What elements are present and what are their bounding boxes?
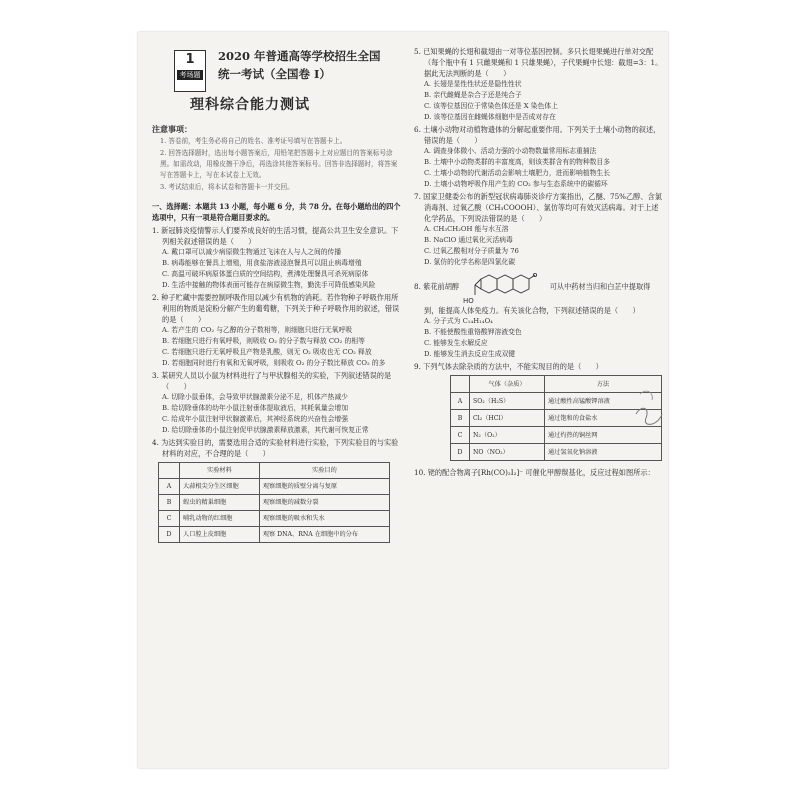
section-heading: 一、选择题：本题共 13 小题，每小题 6 分，共 78 分。在每小题给出的四个选项中，只有一项是符合题目要求的。 <box>152 202 401 222</box>
option-a: A. 若产生的 CO₂ 与乙醇的分子数相等，则细胞只进行无氧呼吸 <box>162 326 353 334</box>
table-cell: A <box>159 479 180 495</box>
option-c: C. 该等位基因位于常染色体还是 X 染色体上 <box>424 102 558 110</box>
option-c: C. 若细胞只进行无氧呼吸且产物是乳酸，则无 O₂ 吸收也无 CO₂ 释放 <box>162 348 372 356</box>
table-row <box>451 393 662 410</box>
option-a: A. 分子式为 C₁₄H₁₄O₄ <box>424 317 493 325</box>
table-header: 实验目的 <box>259 463 389 479</box>
question-stem: 7. 国家卫健委公布的新型冠状病毒肺炎诊疗方案指出，乙醚、75%乙醇、含氯消毒剂、过氧乙酸（CH₃COOOH）、氯仿等均可有效灭活病毒。对于上述化学药品，下列说法错误的是（ ） <box>414 192 662 223</box>
table-cell: 人口腔上皮细胞 <box>180 527 260 543</box>
option-d: D. 氯仿的化学名称是四氯化碳 <box>424 258 516 266</box>
option-a: A. CH₃CH₂OH 能与水互溶 <box>424 225 509 233</box>
option-a: A. 长翅是显性性状还是隐性性状 <box>424 80 522 88</box>
table-cell: SO₂（H₂S） <box>470 393 545 410</box>
question-2 <box>152 292 402 369</box>
option-a: A. 调查身体微小、活动力强的小动物数量常用标志重捕法 <box>424 147 597 155</box>
notice-heading: 注意事项： <box>152 124 192 134</box>
option-b: B. 病毒能够在餐具上增殖，用食盐溶液浸泡餐具可以阻止病毒增殖 <box>162 259 362 267</box>
table-cell: 观察细胞的减数分裂 <box>259 495 389 511</box>
option-a: A. 切除小鼠垂体，会导致甲状腺激素分泌不足，机体产热减少 <box>162 393 348 401</box>
table-header-row <box>451 376 662 393</box>
table-header <box>451 376 470 393</box>
question-stem: 6. 土壤小动物对动植物遗体的分解起重要作用。下列关于土壤小动物的叙述，错误的是（ ） <box>414 125 661 145</box>
molecule-ho-label: HO <box>463 297 475 305</box>
right-column <box>414 32 668 768</box>
table-cell: 大蒜根尖分生区细胞 <box>180 479 260 495</box>
table-cell: NO（NO₂） <box>470 444 545 461</box>
question-7 <box>414 191 664 268</box>
table-cell: 蝗虫的精巢细胞 <box>180 495 260 511</box>
option-d: D. 生活中接触的物体表面可能存在病原微生物，勤洗手可降低感染风险 <box>162 281 376 289</box>
exam-title-line2: 统一考试（全国卷 I） <box>218 67 331 81</box>
notice-item: 1. 答卷前，考生务必将自己的姓名、准考证号填写在答题卡上。 <box>160 137 347 145</box>
option-c: C. 能够发生水解反应 <box>424 339 488 347</box>
question-4 <box>152 437 402 543</box>
option-b: B. 不能使酸性重铬酸钾溶液变色 <box>424 328 522 336</box>
subject-title: 理科综合能力测试 <box>190 97 310 113</box>
option-b: B. NaClO 通过氧化灭活病毒 <box>424 236 513 244</box>
option-b: B. 若细胞只进行有氧呼吸，则吸收 O₂ 的分子数与释放 CO₂ 的相等 <box>162 337 365 345</box>
table-header <box>159 463 180 479</box>
table-cell: 观察细胞的质壁分离与复原 <box>259 479 389 495</box>
option-b: B. 亲代雌蝇是杂合子还是纯合子 <box>424 91 522 99</box>
table-cell: C <box>159 511 180 527</box>
exam-sheet <box>138 32 668 768</box>
table-cell: D <box>159 527 180 543</box>
question-stem: 5. 已知果蝇的长翅和截翅由一对等位基因控制。多只长翅果蝇进行单对交配（每个瓶中有 1 只雌果蝇和 1 只雄果蝇），子代果蝇中长翅：截翅=3：1。据此无法判断的是（ ） <box>414 47 663 78</box>
table-header: 实验材料 <box>180 463 260 479</box>
table-cell: 通过灼热的铜丝网 <box>544 427 661 444</box>
question-3 <box>152 370 402 436</box>
badge-label: 考场题 <box>177 70 203 80</box>
stem-text-after: 可从中药材当归和白芷中提取得到，能提高人体免疫力。有关该化合物，下列叙述错误的是（ ） <box>424 282 651 315</box>
table-cell: N₂（O₂） <box>470 427 545 444</box>
table-header: 气体（杂质） <box>470 376 545 393</box>
table-cell: 观察 DNA、RNA 在细胞中的分布 <box>259 527 389 543</box>
table-cell: Cl₂（HCl） <box>470 410 545 427</box>
gas-purification-table <box>450 375 662 461</box>
table-cell: B <box>451 410 470 427</box>
table-cell: 通过饱和的食盐水 <box>544 410 661 427</box>
table-cell: C <box>451 427 470 444</box>
right-question-flow <box>414 46 664 479</box>
question-stem: 9. 下列气体去除杂质的方法中，不能实现目的的是（ ） <box>414 362 603 371</box>
option-b: B. 土壤中小动物类群的丰富度高，则该类群含有的物种数目多 <box>424 158 611 166</box>
question-10 <box>414 467 664 478</box>
question-9 <box>414 361 664 461</box>
notice-list <box>152 136 400 194</box>
option-d: D. 土壤小动物呼吸作用产生的 CO₂ 参与生态系统中的碳循环 <box>424 180 608 188</box>
molecule-structure-icon <box>461 269 547 305</box>
table-row <box>159 527 390 543</box>
option-c: C. 高温可破坏病原体蛋白质的空间结构，煮沸处理餐具可杀死病原体 <box>162 270 369 278</box>
stem-text-before: 8. 紫花前胡醇 <box>414 282 460 291</box>
question-stem: 10. 铑的配合物离子[Rh(CO)₂I₂]⁻ 可催化甲醇羰基化，反应过程如图所示： <box>414 468 655 477</box>
left-column <box>138 32 406 768</box>
question-6 <box>414 124 664 190</box>
table-row <box>451 444 662 461</box>
left-question-flow <box>152 225 402 544</box>
question-1 <box>152 225 402 291</box>
option-d: D. 给切除垂体的小鼠注射促甲状腺激素释放激素，其代谢可恢复正常 <box>162 426 369 434</box>
question-5 <box>414 46 664 123</box>
question-stem: 4. 为达到实验目的，需要选用合适的实验材料进行实验，下列实验目的与实验材料的对应，不合理的是（ ） <box>152 438 399 458</box>
table-cell: B <box>159 495 180 511</box>
table-row <box>451 410 662 427</box>
option-c: C. 过氧乙酸相对分子质量为 76 <box>424 247 519 255</box>
table-cell: A <box>451 393 470 410</box>
exam-title-line1: 2020 年普通高等学校招生全国 <box>218 49 381 63</box>
table-row <box>159 511 390 527</box>
table-row <box>451 427 662 444</box>
question-stem <box>414 269 664 316</box>
option-a: A. 戴口罩可以减少病原微生物通过飞沫在人与人之间的传播 <box>162 248 342 256</box>
table-cell: 哺乳动物的红细胞 <box>180 511 260 527</box>
table-header: 方法 <box>544 376 661 393</box>
table-row <box>159 495 390 511</box>
handwriting-mark-icon <box>632 374 666 434</box>
table-cell: 通过酸性高锰酸钾溶液 <box>544 393 661 410</box>
table-cell: D <box>451 444 470 461</box>
question-8 <box>414 269 664 360</box>
option-d: D. 若细胞同时进行有氧和无氧呼吸，则吸收 O₂ 的分子数比释放 CO₂ 的多 <box>162 359 386 367</box>
table-header-row <box>159 463 390 479</box>
question-stem: 1. 新冠肺炎疫情警示人们要养成良好的生活习惯，提高公共卫生安全意识。下列相关叙述错误的是（ ） <box>152 226 399 246</box>
question-stem: 2. 种子贮藏中需要控制呼吸作用以减少有机物的消耗。若作物种子呼吸作用所利用的物质是淀粉分解产生的葡萄糖，下列关于种子呼吸作用的叙述，错误的是（ ） <box>152 293 400 324</box>
table-cell: 通过氢氧化钠溶液 <box>544 444 661 461</box>
notice-item: 2. 回答选择题时，选出每小题答案后，用铅笔把答题卡上对应题目的答案标号涂黑。如需改动，用橡皮擦干净后，再选涂其他答案标号。回答非选择题时，将答案写在答题卡上，写在本试卷上无效。 <box>160 149 398 179</box>
page-badge <box>174 50 206 92</box>
option-d: D. 能够发生消去反应生成双键 <box>424 350 516 358</box>
badge-number: 1 <box>185 52 195 67</box>
table-row <box>159 479 390 495</box>
option-c: C. 土壤小动物的代谢活动会影响土壤肥力，进而影响植物生长 <box>424 169 610 177</box>
notice-item: 3. 考试结束后，将本试卷和答题卡一并交回。 <box>160 183 294 191</box>
option-d: D. 该等位基因在雌蝇体细胞中是否成对存在 <box>424 113 556 121</box>
option-c: C. 给成年小鼠注射甲状腺激素后，其神经系统的兴奋性会增强 <box>162 415 348 423</box>
table-cell: 观察细胞的吸水和失水 <box>259 511 389 527</box>
question-stem: 3. 某研究人员以小鼠为材料进行了与甲状腺相关的实验，下列叙述错误的是（ ） <box>152 371 392 391</box>
materials-table <box>158 462 390 543</box>
option-b: B. 给切除垂体的幼年小鼠注射垂体提取液后，其耗氧量会增加 <box>162 404 349 412</box>
